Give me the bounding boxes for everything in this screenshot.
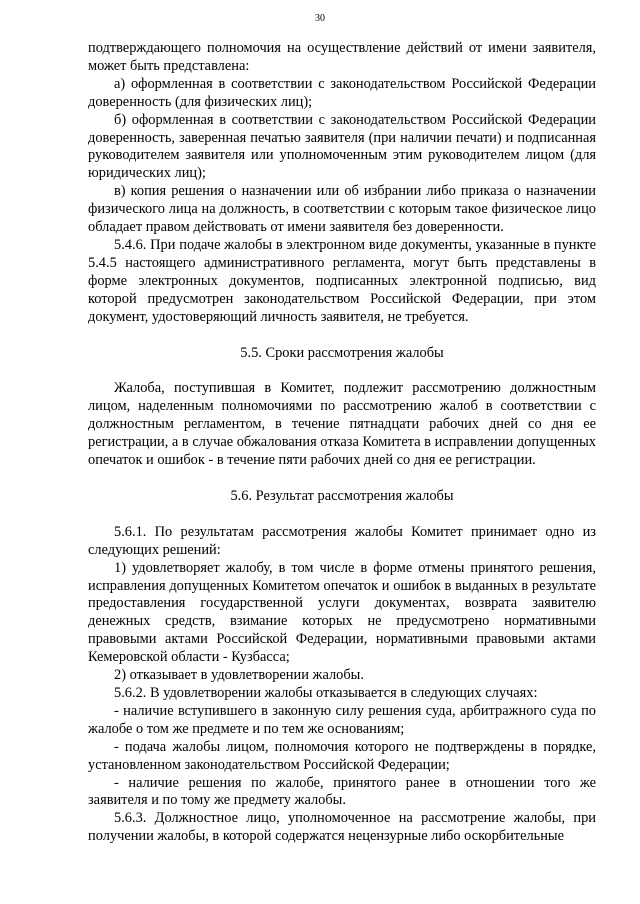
paragraph-decision-2: 2) отказывает в удовлетворении жалобы. [114,667,364,684]
paragraph-item-b: б) оформленная в соответствии с законодательством Российской Федерации доверенность, заверенная печатью заявителя (при наличии печати) и подписанная руководителем заявителя или уполномоченным этим руководителем лицом (для юридических лиц); [88,111,596,182]
page-number: 30 [315,13,325,24]
document-body [88,40,596,846]
paragraph-item-v: в) копия решения о назначении или об избрании либо приказа о назначении физического лица на должность, в соответствии с которым такое физическое лицо обладает правом действовать от имени заявителя без доверенности. [88,183,596,236]
paragraph-continuation: подтверждающего полномочия на осуществление действий от имени заявителя, может быть представлена: [88,40,596,74]
paragraph-refusal-1: - наличие вступившего в законную силу решения суда, арбитражного суда по жалобе о том же предмете и по тем же основаниям; [88,702,596,737]
paragraph-5-5-body: Жалоба, поступившая в Комитет, подлежит рассмотрению должностным лицом, наделенным полномочиями по рассмотрению жалоб в соответствии с должностным регламентом, в течение пятнадцати рабочих дней со дня ее регистрации, а в случае обжалования отказа Комитета в исправлении допущенных опечаток и ошибок - в течение пяти рабочих дней со дня ее регистрации. [88,380,596,469]
section-heading-5-6: 5.6. Результат рассмотрения жалобы [230,487,454,504]
paragraph-decision-1: 1) удовлетворяет жалобу, в том числе в форме отмены принятого решения, исправления допущенных Комитетом опечаток и ошибок в выданных в результате предоставления государственной услуги документах, возврата заявителю денежных средств, взимание которых не предусмотрено нормативными правовыми актами Российской Федерации, нормативными правовыми актами Кемеровской области - Кузбасса; [88,559,596,666]
paragraph-5-6-2: 5.6.2. В удовлетворении жалобы отказывается в следующих случаях: [114,685,538,701]
paragraph-item-a: а) оформленная в соответствии с законодательством Российской Федерации доверенность (для физических лиц); [88,75,596,110]
paragraph-5-6-1: 5.6.1. По результатам рассмотрения жалобы Комитет принимает одно из следующих решений: [88,523,596,558]
section-heading-5-5: 5.5. Сроки рассмотрения жалобы [240,344,444,361]
paragraph-refusal-3: - наличие решения по жалобе, принятого ранее в отношении того же заявителя и по тому же предмету жалобы. [88,774,596,809]
paragraph-5-4-6: 5.4.6. При подаче жалобы в электронном виде документы, указанные в пункте 5.4.5 настоящего административного регламента, могут быть представлены в форме электронных документов, подписанных электронной подписью, вид которой предусмотрен законодательством Российской Федерации, при этом документ, удостоверяющий личность заявителя, не требуется. [88,236,596,325]
paragraph-refusal-2: - подача жалобы лицом, полномочия которого не подтверждены в порядке, установленном законодательством Российской Федерации; [88,738,596,773]
paragraph-5-6-3: 5.6.3. Должностное лицо, уполномоченное на рассмотрение жалобы, при получении жалобы, в которой содержатся нецензурные либо оскорбительные [88,810,596,845]
